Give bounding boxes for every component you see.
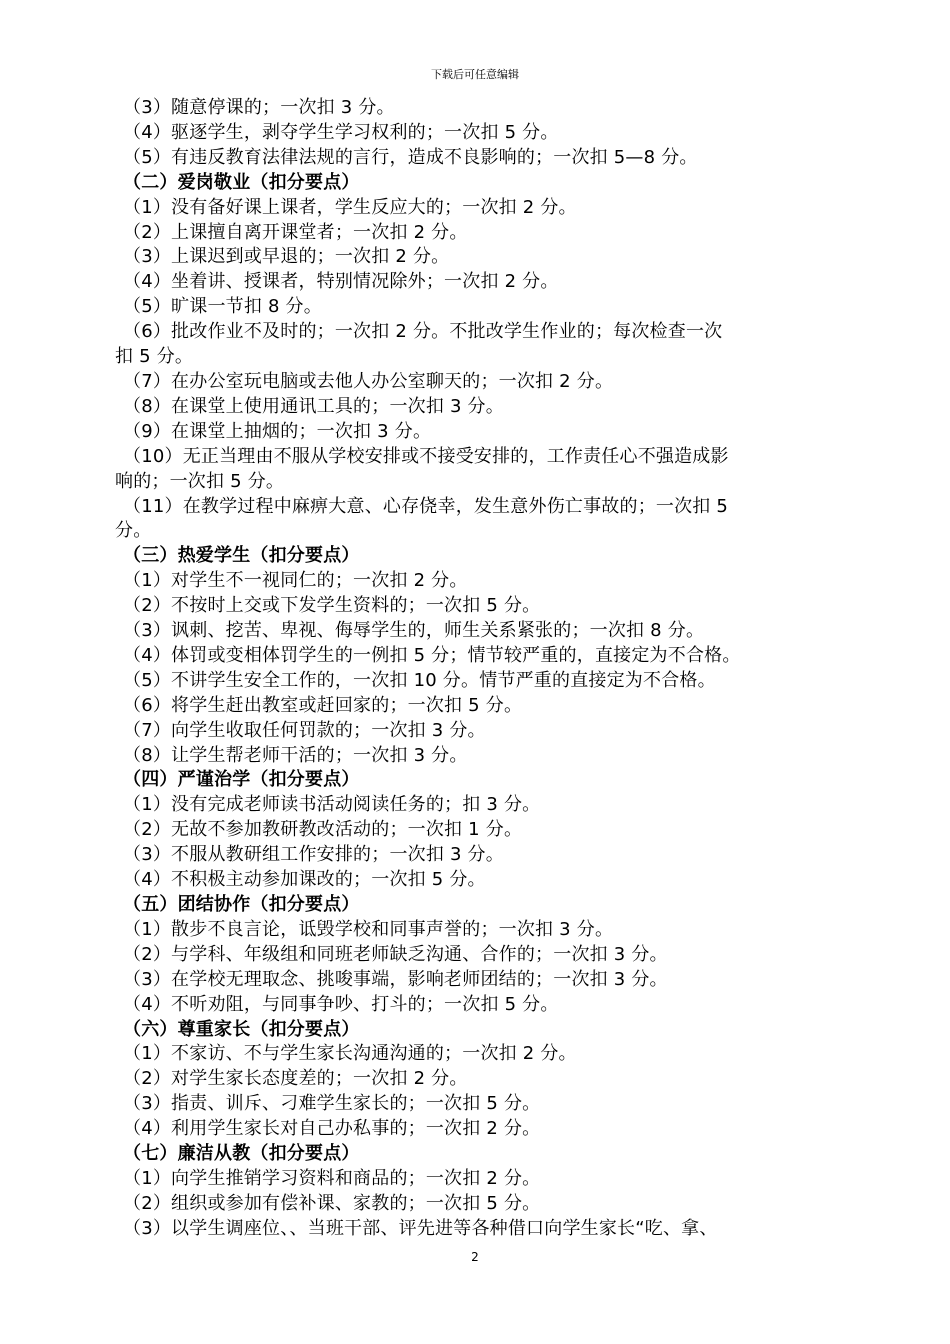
- text-line: （2）上课擅自离开课堂者；一次扣 2 分。: [123, 221, 468, 243]
- text-line: （3）讽刺、挖苦、卑视、侮辱学生的，师生关系紧张的；一次扣 8 分。: [123, 620, 705, 642]
- page-number: 2: [471, 1250, 479, 1264]
- text-line: （4）驱逐学生，剥夺学生学习权利的；一次扣 5 分。: [123, 121, 559, 143]
- text-line: （1）向学生推销学习资料和商品的；一次扣 2 分。: [123, 1167, 541, 1189]
- text-line: （2）无故不参加教研教改活动的；一次扣 1 分。: [123, 819, 523, 841]
- text-line: （8）在课堂上使用通讯工具的；一次扣 3 分。: [123, 395, 504, 417]
- text-line: （1）没有完成老师读书活动阅读任务的；扣 3 分。: [123, 794, 541, 816]
- page-header: 下载后可任意编辑: [431, 68, 519, 81]
- section-heading: （二）爱岗敬业（扣分要点）: [123, 171, 360, 193]
- text-line: （2）对学生家长态度差的；一次扣 2 分。: [123, 1068, 468, 1090]
- text-line: （3）不服从教研组工作安排的；一次扣 3 分。: [123, 844, 504, 866]
- text-line: （4）坐着讲、授课者，特别情况除外；一次扣 2 分。: [123, 271, 559, 293]
- text-line: （4）不积极主动参加课改的；一次扣 5 分。: [123, 869, 486, 891]
- section-heading: （三）热爱学生（扣分要点）: [123, 545, 360, 567]
- text-line: （3）随意停课的；一次扣 3 分。: [123, 97, 395, 118]
- text-line: （4）不听劝阻，与同事争吵、打斗的；一次扣 5 分。: [123, 993, 559, 1015]
- text-line: （10）无正当理由不服从学校安排或不接受安排的，工作责任心不强造成影: [123, 445, 729, 467]
- text-line: （2）与学科、年级组和同班老师缺乏沟通、合作的；一次扣 3 分。: [123, 943, 668, 965]
- section-heading: （七）廉洁从教（扣分要点）: [123, 1143, 360, 1165]
- text-line: （7）向学生收取任何罚款的；一次扣 3 分。: [123, 719, 486, 741]
- section-heading: （五）团结协作（扣分要点）: [123, 894, 360, 915]
- text-line: （1）散步不良言论，诋毁学校和同事声誉的；一次扣 3 分。: [123, 918, 614, 940]
- text-line: （3）上课迟到或早退的；一次扣 2 分。: [123, 246, 450, 268]
- text-line: （3）以学生调座位、、当班干部、评先进等各种借口向学生家长“吃、拿、: [123, 1217, 718, 1239]
- text-line-continuation: 响的；一次扣 5 分。: [115, 470, 285, 492]
- text-line: （9）在课堂上抽烟的；一次扣 3 分。: [123, 420, 432, 442]
- text-line: （5）不讲学生安全工作的，一次扣 10 分。情节严重的直接定为不合格。: [123, 669, 716, 691]
- section-heading: （六）尊重家长（扣分要点）: [123, 1018, 360, 1040]
- text-line: （3）在学校无理取念、挑唆事端，影响老师团结的；一次扣 3 分。: [123, 968, 668, 990]
- text-line: （7）在办公室玩电脑或去他人办公室聊天的；一次扣 2 分。: [123, 370, 614, 392]
- text-line: （11）在教学过程中麻痹大意、心存侥幸，发生意外伤亡事故的；一次扣 5: [123, 495, 729, 517]
- text-line-continuation: 分。: [115, 520, 152, 542]
- text-line: （1）对学生不一视同仁的；一次扣 2 分。: [123, 570, 468, 592]
- text-line: （6）将学生赶出教室或赶回家的；一次扣 5 分。: [123, 694, 523, 716]
- text-line: （2）组织或参加有偿补课、家教的；一次扣 5 分。: [123, 1192, 541, 1214]
- text-line: （1）没有备好课上课者，学生反应大的；一次扣 2 分。: [123, 196, 577, 218]
- text-line: （3）指责、训斥、刁难学生家长的；一次扣 5 分。: [123, 1093, 541, 1115]
- text-line-continuation: 扣 5 分。: [115, 346, 194, 368]
- text-line: （2）不按时上交或下发学生资料的；一次扣 5 分。: [123, 595, 541, 617]
- text-line: （4）体罚或变相体罚学生的一例扣 5 分；情节较严重的，直接定为不合格。: [123, 644, 741, 666]
- text-line: （5）旷课一节扣 8 分。: [123, 296, 322, 318]
- text-line: （8）让学生帮老师干活的；一次扣 3 分。: [123, 744, 468, 766]
- document-body: [115, 96, 865, 1242]
- text-line: （1）不家访、不与学生家长沟通沟通的；一次扣 2 分。: [123, 1043, 577, 1065]
- section-heading: （四）严谨治学（扣分要点）: [123, 769, 360, 791]
- text-line: （4）利用学生家长对自己办私事的；一次扣 2 分。: [123, 1118, 541, 1140]
- text-line: （5）有违反教育法律法规的言行，造成不良影响的；一次扣 5—8 分。: [123, 146, 698, 168]
- text-line: （6）批改作业不及时的；一次扣 2 分。不批改学生作业的；每次检查一次: [123, 321, 723, 343]
